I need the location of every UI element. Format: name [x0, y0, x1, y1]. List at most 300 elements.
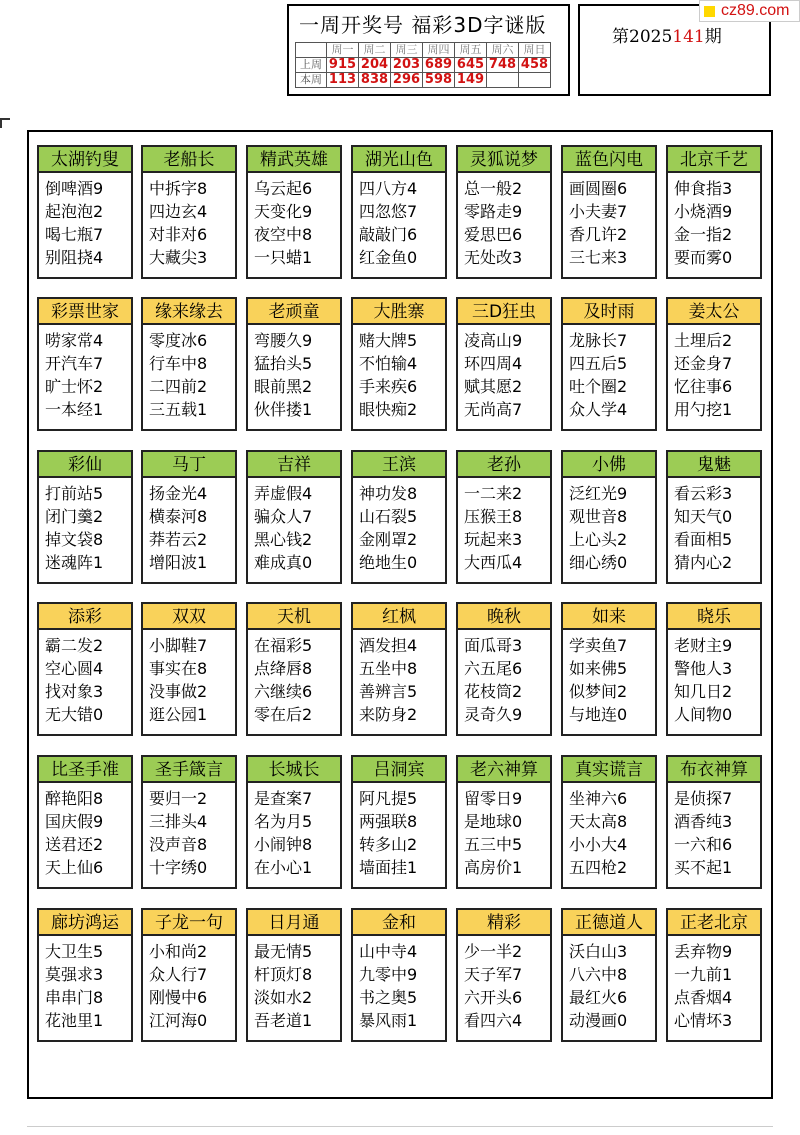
- last-week-row: [296, 58, 551, 73]
- riddle-lines: [149, 634, 207, 726]
- riddle-line: 泛红光9: [569, 484, 628, 503]
- riddle-lines: [254, 177, 312, 269]
- riddle-line: 手来疾6: [359, 377, 418, 396]
- riddle-card-author: 小佛: [563, 452, 655, 478]
- riddle-card: [456, 145, 552, 279]
- riddle-line: 要归一2: [149, 789, 208, 808]
- riddle-card-author: 精武英雄: [248, 147, 340, 173]
- riddle-line: 一只蜡1: [254, 248, 313, 267]
- riddle-line: 乌云起6: [254, 179, 313, 198]
- riddle-card: [141, 755, 237, 889]
- riddle-line: 闭门羹2: [45, 507, 104, 526]
- riddle-lines: [359, 329, 417, 421]
- riddle-line: 弄虚假4: [254, 484, 313, 503]
- day-header: 周六: [487, 43, 519, 58]
- riddle-lines: [674, 787, 732, 879]
- day-header: 周一: [327, 43, 359, 58]
- riddle-line: 十字绣0: [149, 858, 208, 877]
- riddle-line: 四五后5: [569, 354, 628, 373]
- riddle-line: 天上仙6: [45, 858, 104, 877]
- riddle-line: 丢弃物9: [674, 942, 733, 961]
- riddle-card-author: 子龙一句: [143, 910, 235, 936]
- riddle-line: 酒香纯3: [674, 812, 733, 831]
- riddle-line: 如来佛5: [569, 659, 628, 678]
- riddle-line: 灵奇久9: [464, 705, 523, 724]
- day-header: 周四: [423, 43, 455, 58]
- riddle-lines: [45, 177, 103, 269]
- page-title: 一周开奖号 福彩3D字谜版: [299, 13, 547, 37]
- riddle-card-author: 太湖钓叟: [39, 147, 131, 173]
- riddle-line: 迷魂阵1: [45, 553, 104, 572]
- riddle-line: 事实在8: [149, 659, 208, 678]
- riddle-card: [141, 908, 237, 1042]
- issue-prefix: 第2025: [612, 27, 673, 47]
- riddle-line: 警他人3: [674, 659, 733, 678]
- riddle-card-author: 老船长: [143, 147, 235, 173]
- riddle-line: 山中寺4: [359, 942, 418, 961]
- riddle-card: [561, 908, 657, 1042]
- riddle-line: 眼前黑2: [254, 377, 313, 396]
- riddle-line: 总一般2: [464, 179, 523, 198]
- riddle-card: [351, 145, 447, 279]
- riddle-line: 高房价1: [464, 858, 523, 877]
- draw-number: 915: [327, 58, 359, 73]
- riddle-line: 与地连0: [569, 705, 628, 724]
- riddle-card-author: 北京千艺: [668, 147, 760, 173]
- riddle-line: 沃白山3: [569, 942, 628, 961]
- riddle-lines: [569, 634, 627, 726]
- riddle-line: 中拆字8: [149, 179, 208, 198]
- riddle-line: 没事做2: [149, 682, 208, 701]
- riddle-line: 送君还2: [45, 835, 104, 854]
- riddle-line: 猛抬头5: [254, 354, 313, 373]
- riddle-card: [351, 755, 447, 889]
- riddle-card: [351, 908, 447, 1042]
- riddle-line: 四边玄4: [149, 202, 208, 221]
- divider: [27, 1126, 773, 1127]
- riddle-line: 小闹钟8: [254, 835, 313, 854]
- draw-number: 296: [391, 73, 423, 88]
- riddle-line: 一本经1: [45, 400, 104, 419]
- this-week-label: 本周: [296, 73, 327, 88]
- riddle-line: 用勺挖1: [674, 400, 733, 419]
- riddle-lines: [464, 787, 522, 879]
- riddle-card-author: 姜太公: [668, 299, 760, 325]
- riddle-lines: [149, 177, 207, 269]
- draw-number: 645: [455, 58, 487, 73]
- riddle-line: 是侦探7: [674, 789, 733, 808]
- riddle-line: 忆往事6: [674, 377, 733, 396]
- riddle-line: 看云彩3: [674, 484, 733, 503]
- riddle-card: [561, 755, 657, 889]
- riddle-card-author: 湖光山色: [353, 147, 445, 173]
- riddle-lines: [149, 482, 207, 574]
- riddle-lines: [359, 787, 417, 879]
- riddle-line: 名为月5: [254, 812, 313, 831]
- riddle-card-author: 布衣神算: [668, 757, 760, 783]
- riddle-line: 是查案7: [254, 789, 313, 808]
- riddle-line: 零度冰6: [149, 331, 208, 350]
- riddle-card-author: 比圣手准: [39, 757, 131, 783]
- draw-number: 689: [423, 58, 455, 73]
- riddle-line: 山石裂5: [359, 507, 418, 526]
- riddle-line: 绝地生0: [359, 553, 418, 572]
- riddle-line: 要而雾0: [674, 248, 733, 267]
- weekly-draw-panel: [287, 4, 570, 96]
- riddle-line: 行车中8: [149, 354, 208, 373]
- riddle-card-author: 鬼魅: [668, 452, 760, 478]
- riddle-line: 还金身7: [674, 354, 733, 373]
- riddle-lines: [674, 634, 732, 726]
- riddle-lines: [359, 940, 417, 1032]
- draw-number: 458: [519, 58, 551, 73]
- riddle-line: 买不起1: [674, 858, 733, 877]
- riddle-line: 刚慢中6: [149, 988, 208, 1007]
- riddle-card: [666, 755, 762, 889]
- riddle-card: [246, 755, 342, 889]
- riddle-card: [141, 145, 237, 279]
- riddle-line: 在小心1: [254, 858, 313, 877]
- riddle-line: 少一半2: [464, 942, 523, 961]
- riddle-line: 难成真0: [254, 553, 313, 572]
- riddle-card: [456, 908, 552, 1042]
- riddle-line: 小烧酒9: [674, 202, 733, 221]
- riddle-lines: [45, 329, 103, 421]
- riddle-card-author: 老孙: [458, 452, 550, 478]
- riddle-line: 画圆圈6: [569, 179, 628, 198]
- riddle-line: 猜内心2: [674, 553, 733, 572]
- riddle-line: 零在后2: [254, 705, 313, 724]
- riddle-line: 众人行7: [149, 965, 208, 984]
- riddle-line: 来防身2: [359, 705, 418, 724]
- riddle-line: 酒发担4: [359, 636, 418, 655]
- riddle-lines: [359, 177, 417, 269]
- riddle-card: [456, 602, 552, 736]
- riddle-line: 零路走9: [464, 202, 523, 221]
- riddle-card-author: 廊坊鸿运: [39, 910, 131, 936]
- riddle-line: 天变化9: [254, 202, 313, 221]
- riddle-line: 三七来3: [569, 248, 628, 267]
- riddle-line: 旷士怀2: [45, 377, 104, 396]
- riddle-line: 人间物0: [674, 705, 733, 724]
- riddle-card-author: 正德道人: [563, 910, 655, 936]
- riddle-line: 无处改3: [464, 248, 523, 267]
- riddle-line: 眼快痴2: [359, 400, 418, 419]
- riddle-line: 环四周4: [464, 354, 523, 373]
- riddle-lines: [254, 329, 312, 421]
- day-header: 周日: [519, 43, 551, 58]
- riddle-line: 四八方4: [359, 179, 418, 198]
- riddle-line: 国庆假9: [45, 812, 104, 831]
- riddle-line: 夜空中8: [254, 225, 313, 244]
- riddle-line: 一九前1: [674, 965, 733, 984]
- riddle-line: 天太高8: [569, 812, 628, 831]
- riddle-line: 大卫生5: [45, 942, 104, 961]
- riddle-line: 看四六4: [464, 1011, 523, 1030]
- riddle-card-author: 及时雨: [563, 299, 655, 325]
- riddle-line: 善辨言5: [359, 682, 418, 701]
- riddle-card: [666, 297, 762, 431]
- riddle-card-author: 吕洞宾: [353, 757, 445, 783]
- riddle-lines: [45, 940, 103, 1032]
- riddle-line: 金一指2: [674, 225, 733, 244]
- riddle-line: 二四前2: [149, 377, 208, 396]
- riddle-lines: [569, 940, 627, 1032]
- corner-mark: [0, 118, 10, 128]
- riddle-line: 龙脉长7: [569, 331, 628, 350]
- riddle-lines: [674, 482, 732, 574]
- riddle-card-author: 老顽童: [248, 299, 340, 325]
- riddle-line: 三排头4: [149, 812, 208, 831]
- riddle-line: 找对象3: [45, 682, 104, 701]
- riddle-card-author: 老六神算: [458, 757, 550, 783]
- riddle-line: 大藏尖3: [149, 248, 208, 267]
- riddle-line: 神功发8: [359, 484, 418, 503]
- riddle-card-author: 真实谎言: [563, 757, 655, 783]
- riddle-line: 起泡泡2: [45, 202, 104, 221]
- riddle-line: 八六中8: [569, 965, 628, 984]
- riddle-lines: [464, 940, 522, 1032]
- riddle-line: 花枝筒2: [464, 682, 523, 701]
- riddle-line: 爱思巴6: [464, 225, 523, 244]
- riddle-card: [246, 602, 342, 736]
- riddle-lines: [674, 177, 732, 269]
- riddle-line: 扬金光4: [149, 484, 208, 503]
- riddle-card-author: 圣手箴言: [143, 757, 235, 783]
- riddle-line: 九零中9: [359, 965, 418, 984]
- riddle-line: 学卖鱼7: [569, 636, 628, 655]
- riddle-card-author: 天机: [248, 604, 340, 630]
- riddle-lines: [464, 482, 522, 574]
- riddle-line: 动漫画0: [569, 1011, 628, 1030]
- riddle-line: 赌大牌5: [359, 331, 418, 350]
- riddle-card-author: 缘来缘去: [143, 299, 235, 325]
- riddle-line: 不怕输4: [359, 354, 418, 373]
- riddle-card-author: 精彩: [458, 910, 550, 936]
- riddle-line: 红金鱼0: [359, 248, 418, 267]
- draw-number: 113: [327, 73, 359, 88]
- riddle-line: 一六和6: [674, 835, 733, 854]
- riddle-line: 两强联8: [359, 812, 418, 831]
- riddle-line: 开汽车7: [45, 354, 104, 373]
- riddle-card-author: 吉祥: [248, 452, 340, 478]
- riddle-line: 串串门8: [45, 988, 104, 1007]
- day-header: 周二: [359, 43, 391, 58]
- riddle-line: 香几许2: [569, 225, 628, 244]
- riddle-line: 五四枪2: [569, 858, 628, 877]
- issue-count: 141: [672, 27, 705, 47]
- riddle-line: 淡如水2: [254, 988, 313, 1007]
- riddle-card-author: 双双: [143, 604, 235, 630]
- row-label-empty: [296, 43, 327, 58]
- riddle-card: [246, 297, 342, 431]
- riddle-line: 小夫妻7: [569, 202, 628, 221]
- day-header: 周五: [455, 43, 487, 58]
- riddle-card-author: 添彩: [39, 604, 131, 630]
- riddle-line: 唠家常4: [45, 331, 104, 350]
- riddle-card-author: 马丁: [143, 452, 235, 478]
- riddle-line: 逛公园1: [149, 705, 208, 724]
- riddle-line: 五三中5: [464, 835, 523, 854]
- riddle-line: 花池里1: [45, 1011, 104, 1030]
- riddle-lines: [569, 329, 627, 421]
- riddle-line: 五坐中8: [359, 659, 418, 678]
- riddle-card: [561, 602, 657, 736]
- riddle-line: 江河海0: [149, 1011, 208, 1030]
- riddle-line: 知天气0: [674, 507, 733, 526]
- riddle-card: [37, 450, 133, 584]
- riddle-line: 玩起来3: [464, 530, 523, 549]
- riddle-card: [561, 297, 657, 431]
- riddle-line: 空心圆4: [45, 659, 104, 678]
- riddle-card: [666, 145, 762, 279]
- riddle-card-author: 金和: [353, 910, 445, 936]
- riddle-lines: [254, 482, 312, 574]
- site-logo[interactable]: [699, 0, 800, 22]
- riddle-lines: [359, 634, 417, 726]
- riddle-line: 无尚高7: [464, 400, 523, 419]
- riddle-line: 细心绣0: [569, 553, 628, 572]
- issue-suffix: 期: [704, 27, 722, 47]
- riddle-lines: [569, 177, 627, 269]
- riddle-card-author: 如来: [563, 604, 655, 630]
- riddle-line: 弯腰久9: [254, 331, 313, 350]
- riddle-line: 杆顶灯8: [254, 965, 313, 984]
- riddle-card-author: 正老北京: [668, 910, 760, 936]
- riddle-card-author: 灵狐说梦: [458, 147, 550, 173]
- riddle-line: 吐个圈2: [569, 377, 628, 396]
- last-week-label: 上周: [296, 58, 327, 73]
- riddle-line: 坐神六6: [569, 789, 628, 808]
- riddle-line: 看面相5: [674, 530, 733, 549]
- riddle-line: 醉艳阳8: [45, 789, 104, 808]
- draw-number: [487, 73, 519, 88]
- riddle-line: 莫强求3: [45, 965, 104, 984]
- riddle-line: 最红火6: [569, 988, 628, 1007]
- riddle-line: 转多山2: [359, 835, 418, 854]
- riddle-card: [37, 908, 133, 1042]
- riddle-card: [561, 145, 657, 279]
- riddle-line: 土埋后2: [674, 331, 733, 350]
- riddle-line: 掉文袋8: [45, 530, 104, 549]
- draw-number: 203: [391, 58, 423, 73]
- riddle-card: [351, 297, 447, 431]
- riddle-card-author: 王滨: [353, 452, 445, 478]
- site-name: cz89.com: [721, 2, 790, 19]
- riddle-lines: [569, 787, 627, 879]
- riddle-card-author: 晓乐: [668, 604, 760, 630]
- draw-number: 204: [359, 58, 391, 73]
- riddle-lines: [254, 940, 312, 1032]
- riddle-line: 最无情5: [254, 942, 313, 961]
- riddle-line: 面瓜哥3: [464, 636, 523, 655]
- riddle-line: 莽若云2: [149, 530, 208, 549]
- riddle-lines: [254, 787, 312, 879]
- riddle-line: 黑心钱2: [254, 530, 313, 549]
- riddle-card: [561, 450, 657, 584]
- weekly-draw-table: [295, 42, 551, 88]
- riddle-card: [351, 450, 447, 584]
- riddle-grid: [27, 130, 773, 1099]
- riddle-line: 倒啤酒9: [45, 179, 104, 198]
- riddle-line: 大西瓜4: [464, 553, 523, 572]
- riddle-line: 上心头2: [569, 530, 628, 549]
- draw-number: 149: [455, 73, 487, 88]
- riddle-card: [246, 145, 342, 279]
- riddle-line: 赋其愿2: [464, 377, 523, 396]
- this-week-row: [296, 73, 551, 88]
- riddle-lines: [674, 329, 732, 421]
- riddle-line: 知几日2: [674, 682, 733, 701]
- riddle-line: 点绛唇8: [254, 659, 313, 678]
- riddle-card-author: 大胜寨: [353, 299, 445, 325]
- riddle-lines: [464, 177, 522, 269]
- riddle-lines: [149, 787, 207, 879]
- riddle-line: 敲敲门6: [359, 225, 418, 244]
- riddle-card: [456, 450, 552, 584]
- riddle-line: 六开头6: [464, 988, 523, 1007]
- riddle-lines: [45, 787, 103, 879]
- riddle-line: 书之奥5: [359, 988, 418, 1007]
- riddle-card-author: 三D狂虫: [458, 299, 550, 325]
- draw-number: 598: [423, 73, 455, 88]
- riddle-line: 六继续6: [254, 682, 313, 701]
- riddle-card: [456, 297, 552, 431]
- riddle-line: 小脚鞋7: [149, 636, 208, 655]
- riddle-line: 一二来2: [464, 484, 523, 503]
- riddle-line: 吾老道1: [254, 1011, 313, 1030]
- riddle-lines: [45, 482, 103, 574]
- riddle-card-author: 长城长: [248, 757, 340, 783]
- riddle-line: 老财主9: [674, 636, 733, 655]
- riddle-line: 四忽悠7: [359, 202, 418, 221]
- riddle-lines: [149, 329, 207, 421]
- riddle-line: 霸二发2: [45, 636, 104, 655]
- riddle-line: 金刚罩2: [359, 530, 418, 549]
- riddle-card-author: 彩仙: [39, 452, 131, 478]
- riddle-card: [37, 602, 133, 736]
- riddle-line: 无大错0: [45, 705, 104, 724]
- riddle-line: 观世音8: [569, 507, 628, 526]
- riddle-lines: [359, 482, 417, 574]
- riddle-line: 伙伴搂1: [254, 400, 313, 419]
- riddle-line: 伸食指3: [674, 179, 733, 198]
- riddle-line: 暴风雨1: [359, 1011, 418, 1030]
- riddle-line: 没声音8: [149, 835, 208, 854]
- riddle-line: 对非对6: [149, 225, 208, 244]
- riddle-line: 喝七瓶7: [45, 225, 104, 244]
- riddle-line: 三五载1: [149, 400, 208, 419]
- riddle-card: [37, 145, 133, 279]
- riddle-line: 凌高山9: [464, 331, 523, 350]
- riddle-card-author: 彩票世家: [39, 299, 131, 325]
- riddle-line: 似梦间2: [569, 682, 628, 701]
- riddle-card-author: 蓝色闪电: [563, 147, 655, 173]
- riddle-card: [351, 602, 447, 736]
- riddle-card: [141, 450, 237, 584]
- riddle-card: [246, 450, 342, 584]
- riddle-line: 在福彩5: [254, 636, 313, 655]
- riddle-lines: [674, 940, 732, 1032]
- draw-number: [519, 73, 551, 88]
- riddle-line: 横泰河8: [149, 507, 208, 526]
- riddle-line: 阿凡提5: [359, 789, 418, 808]
- riddle-line: 小和尚2: [149, 942, 208, 961]
- riddle-line: 小小大4: [569, 835, 628, 854]
- logo-square-icon: [704, 6, 715, 17]
- riddle-line: 增阳波1: [149, 553, 208, 572]
- riddle-card-author: 红枫: [353, 604, 445, 630]
